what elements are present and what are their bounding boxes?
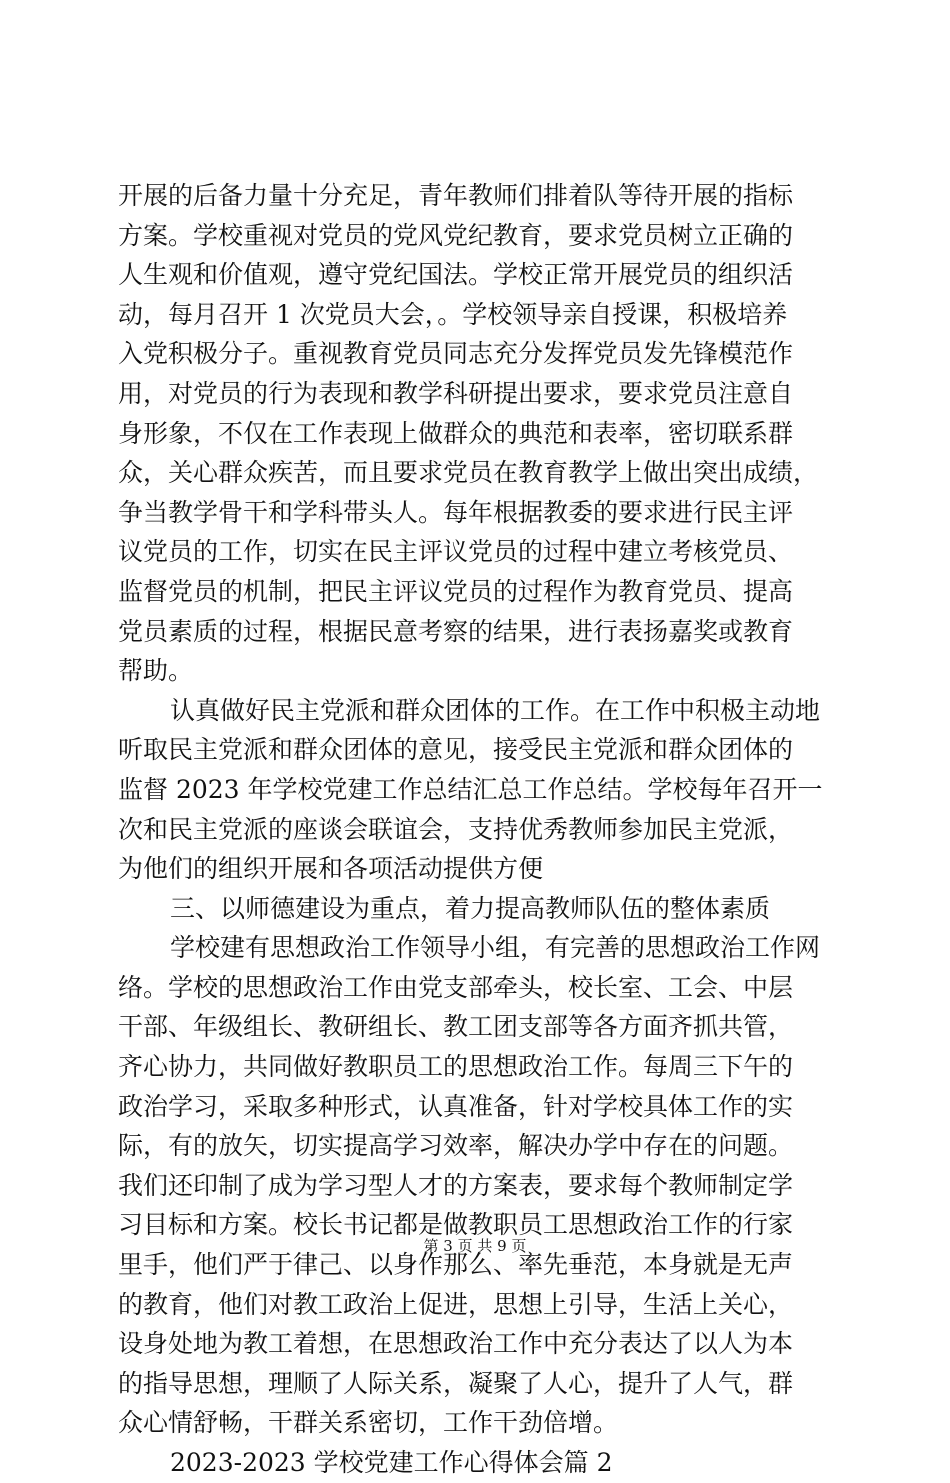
text-line: 动，每月召开 1 次党员大会，。学校领导亲自授课，积极培养 (118, 299, 788, 329)
section-title: 2023-2023 学校党建工作心得体会篇 2 (170, 1448, 613, 1477)
text-line: 人生观和价值观，遵守党纪国法。学校正常开展党员的组织活 (118, 260, 794, 290)
section-heading: 三、以师德建设为重点，着力提高教师队伍的整体素质 (170, 893, 771, 923)
text-line: 听取民主党派和群众团体的意见，接受民主党派和群众团体的 (118, 735, 794, 765)
text-line: 监督党员的机制，把民主评议党员的过程作为教育党员、提高 (118, 576, 794, 606)
text-line: 监督 2023 年学校党建工作总结汇总工作总结。学校每年召开一 (118, 774, 823, 804)
text-line: 的指导思想，理顺了人际关系，凝聚了人心，提升了人气，群 (118, 1368, 794, 1398)
text-line: 争当教学骨干和学科带头人。每年根据教委的要求进行民主评 (118, 497, 794, 527)
text-line: 次和民主党派的座谈会联谊会，支持优秀教师参加民主党派， (118, 814, 794, 844)
text-line: 络。学校的思想政治工作由党支部牵头，校长室、工会、中层 (118, 972, 794, 1002)
text-line: 的教育，他们对教工政治上促进，思想上引导，生活上关心， (118, 1289, 794, 1319)
text-line: 党员素质的过程，根据民意考察的结果，进行表扬嘉奖或教育 (118, 616, 794, 646)
text-line: 入党积极分子。重视教育党员同志充分发挥党员发先锋模范作 (118, 339, 794, 369)
text-line: 我们还印制了成为学习型人才的方案表，要求每个教师制定学 (118, 1170, 794, 1200)
text-line: 际，有的放矢，切实提高学习效率，解决办学中存在的问题。 (118, 1131, 794, 1161)
text-line: 齐心协力，共同做好教职员工的思想政治工作。每周三下午的 (118, 1052, 794, 1082)
text-line: 身形象，不仅在工作表现上做群众的典范和表率，密切联系群 (118, 418, 794, 448)
text-line: 众心情舒畅，干群关系密切，工作干劲倍增。 (118, 1408, 619, 1438)
text-line: 用，对党员的行为表现和教学科研提出要求，要求党员注意自 (118, 378, 794, 408)
text-line: 政治学习，采取多种形式，认真准备，针对学校具体工作的实 (118, 1091, 794, 1121)
document-body (118, 176, 838, 1483)
paragraph-start-line: 认真做好民主党派和群众团体的工作。在工作中积极主动地 (170, 695, 821, 725)
text-line: 干部、年级组长、教研组长、教工团支部等各方面齐抓共管， (118, 1012, 794, 1042)
paragraph-start-line: 学校建有思想政治工作领导小组，有完善的思想政治工作网 (170, 933, 821, 963)
text-line: 方案。学校重视对党员的党风党纪教育，要求党员树立正确的 (118, 220, 794, 250)
text-line: 习目标和方案。校长书记都是做教职员工思想政治工作的行家 (118, 1210, 794, 1240)
text-line: 众，关心群众疾苦，而且要求党员在教育教学上做出突出成绩， (118, 458, 819, 488)
text-line: 开展的后备力量十分充足，青年教师们排着队等待开展的指标 (118, 181, 794, 210)
text-line: 设身处地为教工着想，在思想政治工作中充分表达了以人为本 (118, 1329, 794, 1359)
text-line: 为他们的组织开展和各项活动提供方便 (118, 854, 544, 884)
text-line: 议党员的工作，切实在民主评议党员的过程中建立考核党员、 (118, 537, 794, 567)
text-line: 里手，他们严于律己、以身作那么、率先垂范，本身就是无声 (118, 1250, 794, 1280)
page-number-footer: 第 3 页 共 9 页 (423, 1237, 527, 1255)
text-line: 帮助。 (118, 656, 194, 686)
